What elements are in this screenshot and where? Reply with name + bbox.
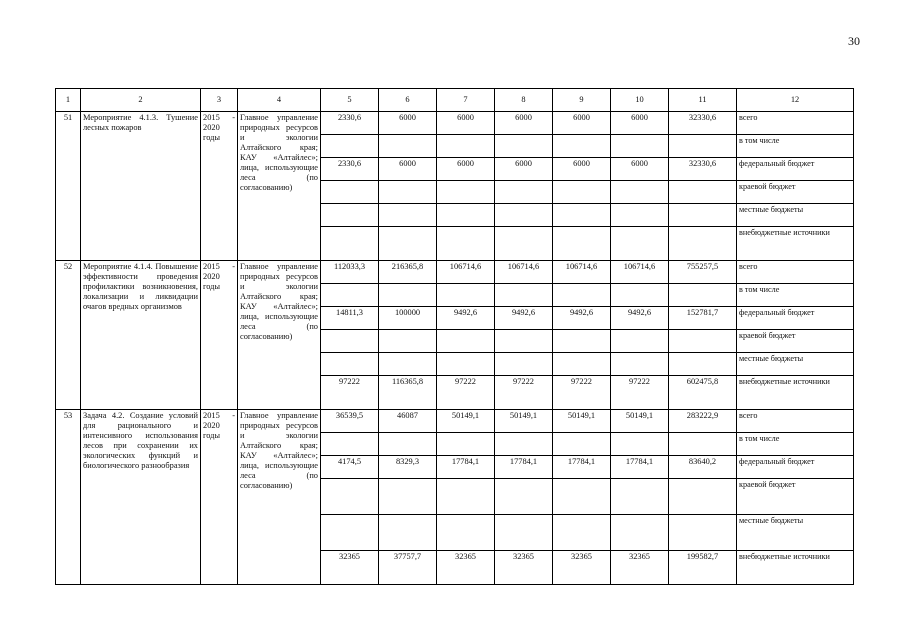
value-cell: 32365 <box>495 551 553 585</box>
header-cell: 5 <box>321 89 379 112</box>
header-cell: 8 <box>495 89 553 112</box>
total-cell <box>669 227 737 261</box>
value-cell: 100000 <box>379 307 437 330</box>
header-cell: 7 <box>437 89 495 112</box>
value-cell <box>495 433 553 456</box>
funding-source: местные бюджеты <box>737 515 854 551</box>
table-row <box>56 112 854 135</box>
value-cell <box>611 479 669 515</box>
value-cell <box>495 284 553 307</box>
measure-name: Задача 4.2. Создание условий для рационального и интенсивного использования лесов при сохранении их экологических функций и биологического разнообразия <box>81 410 201 585</box>
value-cell: 50149,1 <box>611 410 669 433</box>
value-cell <box>379 353 437 376</box>
value-cell: 36539,5 <box>321 410 379 433</box>
value-cell <box>495 204 553 227</box>
value-cell <box>379 433 437 456</box>
funding-source: федеральный бюджет <box>737 307 854 330</box>
value-cell <box>611 181 669 204</box>
total-cell: 602475,8 <box>669 376 737 410</box>
total-cell <box>669 135 737 158</box>
row-number: 53 <box>56 410 81 585</box>
value-cell: 97222 <box>321 376 379 410</box>
value-cell <box>611 135 669 158</box>
value-cell <box>437 227 495 261</box>
table-header-row <box>56 89 854 112</box>
period: 2015 - 2020 годы <box>201 112 238 261</box>
total-cell: 152781,7 <box>669 307 737 330</box>
total-cell: 199582,7 <box>669 551 737 585</box>
funding-source: всего <box>737 112 854 135</box>
value-cell <box>553 227 611 261</box>
funding-source: в том числе <box>737 135 854 158</box>
row-number: 51 <box>56 112 81 261</box>
total-cell: 83640,2 <box>669 456 737 479</box>
measure-name: Мероприятие 4.1.3. Тушение лесных пожаров <box>81 112 201 261</box>
value-cell: 6000 <box>495 158 553 181</box>
value-cell: 50149,1 <box>495 410 553 433</box>
header-cell: 12 <box>737 89 854 112</box>
value-cell: 9492,6 <box>495 307 553 330</box>
total-cell <box>669 181 737 204</box>
total-cell: 32330,6 <box>669 112 737 135</box>
value-cell: 106714,6 <box>553 261 611 284</box>
value-cell <box>437 479 495 515</box>
period: 2015 - 2020 годы <box>201 261 238 410</box>
value-cell <box>321 353 379 376</box>
value-cell: 9492,6 <box>553 307 611 330</box>
value-cell <box>611 330 669 353</box>
value-cell <box>321 284 379 307</box>
value-cell: 6000 <box>379 158 437 181</box>
value-cell: 9492,6 <box>437 307 495 330</box>
value-cell: 106714,6 <box>495 261 553 284</box>
value-cell: 6000 <box>611 112 669 135</box>
total-cell: 755257,5 <box>669 261 737 284</box>
value-cell <box>553 479 611 515</box>
value-cell: 6000 <box>379 112 437 135</box>
total-cell <box>669 433 737 456</box>
row-number: 52 <box>56 261 81 410</box>
value-cell: 32365 <box>321 551 379 585</box>
funding-source: внебюджетные источники <box>737 551 854 585</box>
value-cell <box>379 515 437 551</box>
value-cell: 106714,6 <box>611 261 669 284</box>
value-cell: 116365,8 <box>379 376 437 410</box>
value-cell <box>611 515 669 551</box>
value-cell <box>437 433 495 456</box>
value-cell <box>495 479 553 515</box>
value-cell <box>321 181 379 204</box>
value-cell: 6000 <box>437 158 495 181</box>
value-cell: 37757,7 <box>379 551 437 585</box>
header-cell: 1 <box>56 89 81 112</box>
table-row <box>56 410 854 433</box>
value-cell <box>379 204 437 227</box>
value-cell: 17784,1 <box>437 456 495 479</box>
value-cell <box>321 515 379 551</box>
value-cell <box>379 284 437 307</box>
value-cell <box>495 135 553 158</box>
funding-source: краевой бюджет <box>737 181 854 204</box>
value-cell: 32365 <box>553 551 611 585</box>
header-cell: 4 <box>238 89 321 112</box>
value-cell <box>437 353 495 376</box>
value-cell <box>321 227 379 261</box>
value-cell <box>553 284 611 307</box>
value-cell: 46087 <box>379 410 437 433</box>
value-cell <box>321 433 379 456</box>
value-cell <box>495 353 553 376</box>
value-cell: 9492,6 <box>611 307 669 330</box>
total-cell <box>669 284 737 307</box>
total-cell <box>669 353 737 376</box>
value-cell: 8329,3 <box>379 456 437 479</box>
total-cell <box>669 515 737 551</box>
value-cell <box>321 330 379 353</box>
funding-source: краевой бюджет <box>737 330 854 353</box>
value-cell <box>553 433 611 456</box>
funding-source: в том числе <box>737 433 854 456</box>
value-cell <box>379 479 437 515</box>
funding-source: федеральный бюджет <box>737 158 854 181</box>
total-cell <box>669 204 737 227</box>
value-cell <box>553 135 611 158</box>
executor: Главное управление природных ресурсов и экологии Алтайского края; КАУ «Алтайлес»; лица, использующие леса (по согласованию) <box>238 410 321 585</box>
funding-source: внебюджетные источники <box>737 376 854 410</box>
header-cell: 6 <box>379 89 437 112</box>
value-cell: 17784,1 <box>611 456 669 479</box>
value-cell: 97222 <box>437 376 495 410</box>
table-row <box>56 261 854 284</box>
funding-source: всего <box>737 261 854 284</box>
value-cell <box>379 330 437 353</box>
value-cell <box>437 135 495 158</box>
value-cell: 2330,6 <box>321 158 379 181</box>
value-cell <box>437 284 495 307</box>
period: 2015 - 2020 годы <box>201 410 238 585</box>
header-cell: 11 <box>669 89 737 112</box>
value-cell <box>379 181 437 204</box>
value-cell <box>611 227 669 261</box>
measure-name: Мероприятие 4.1.4. Повышение эффективности проведения профилактики возникновения, локализации и ликвидации очагов вредных организмов <box>81 261 201 410</box>
value-cell: 14811,3 <box>321 307 379 330</box>
budget-table <box>55 88 854 585</box>
funding-source: всего <box>737 410 854 433</box>
funding-source: краевой бюджет <box>737 479 854 515</box>
value-cell: 97222 <box>553 376 611 410</box>
value-cell: 50149,1 <box>553 410 611 433</box>
value-cell: 6000 <box>437 112 495 135</box>
value-cell: 17784,1 <box>495 456 553 479</box>
value-cell: 32365 <box>437 551 495 585</box>
total-cell: 283222,9 <box>669 410 737 433</box>
page-number: 30 <box>848 34 860 48</box>
funding-source: федеральный бюджет <box>737 456 854 479</box>
value-cell: 97222 <box>495 376 553 410</box>
value-cell <box>611 353 669 376</box>
value-cell: 32365 <box>611 551 669 585</box>
value-cell <box>495 330 553 353</box>
value-cell <box>553 204 611 227</box>
value-cell <box>321 204 379 227</box>
header-cell: 3 <box>201 89 238 112</box>
value-cell: 6000 <box>553 158 611 181</box>
value-cell <box>553 181 611 204</box>
value-cell <box>553 515 611 551</box>
value-cell <box>495 181 553 204</box>
value-cell: 97222 <box>611 376 669 410</box>
header-cell: 9 <box>553 89 611 112</box>
value-cell <box>321 135 379 158</box>
value-cell: 4174,5 <box>321 456 379 479</box>
executor: Главное управление природных ресурсов и экологии Алтайского края; КАУ «Алтайлес»; лица, использующие леса (по согласованию) <box>238 112 321 261</box>
value-cell: 106714,6 <box>437 261 495 284</box>
value-cell <box>495 227 553 261</box>
funding-source: местные бюджеты <box>737 204 854 227</box>
value-cell <box>437 330 495 353</box>
value-cell <box>321 479 379 515</box>
value-cell: 2330,6 <box>321 112 379 135</box>
funding-source: в том числе <box>737 284 854 307</box>
value-cell <box>437 181 495 204</box>
total-cell <box>669 479 737 515</box>
value-cell: 6000 <box>611 158 669 181</box>
header-cell: 10 <box>611 89 669 112</box>
value-cell <box>437 515 495 551</box>
funding-source: местные бюджеты <box>737 353 854 376</box>
executor: Главное управление природных ресурсов и экологии Алтайского края; КАУ «Алтайлес»; лица, использующие леса (по согласованию) <box>238 261 321 410</box>
value-cell <box>495 515 553 551</box>
funding-source: внебюджетные источники <box>737 227 854 261</box>
value-cell: 6000 <box>495 112 553 135</box>
value-cell: 216365,8 <box>379 261 437 284</box>
value-cell <box>379 135 437 158</box>
value-cell <box>611 433 669 456</box>
value-cell <box>553 330 611 353</box>
value-cell: 112033,3 <box>321 261 379 284</box>
value-cell: 17784,1 <box>553 456 611 479</box>
value-cell <box>611 284 669 307</box>
value-cell: 50149,1 <box>437 410 495 433</box>
total-cell: 32330,6 <box>669 158 737 181</box>
value-cell <box>553 353 611 376</box>
value-cell <box>379 227 437 261</box>
header-cell: 2 <box>81 89 201 112</box>
value-cell <box>611 204 669 227</box>
value-cell: 6000 <box>553 112 611 135</box>
value-cell <box>437 204 495 227</box>
total-cell <box>669 330 737 353</box>
